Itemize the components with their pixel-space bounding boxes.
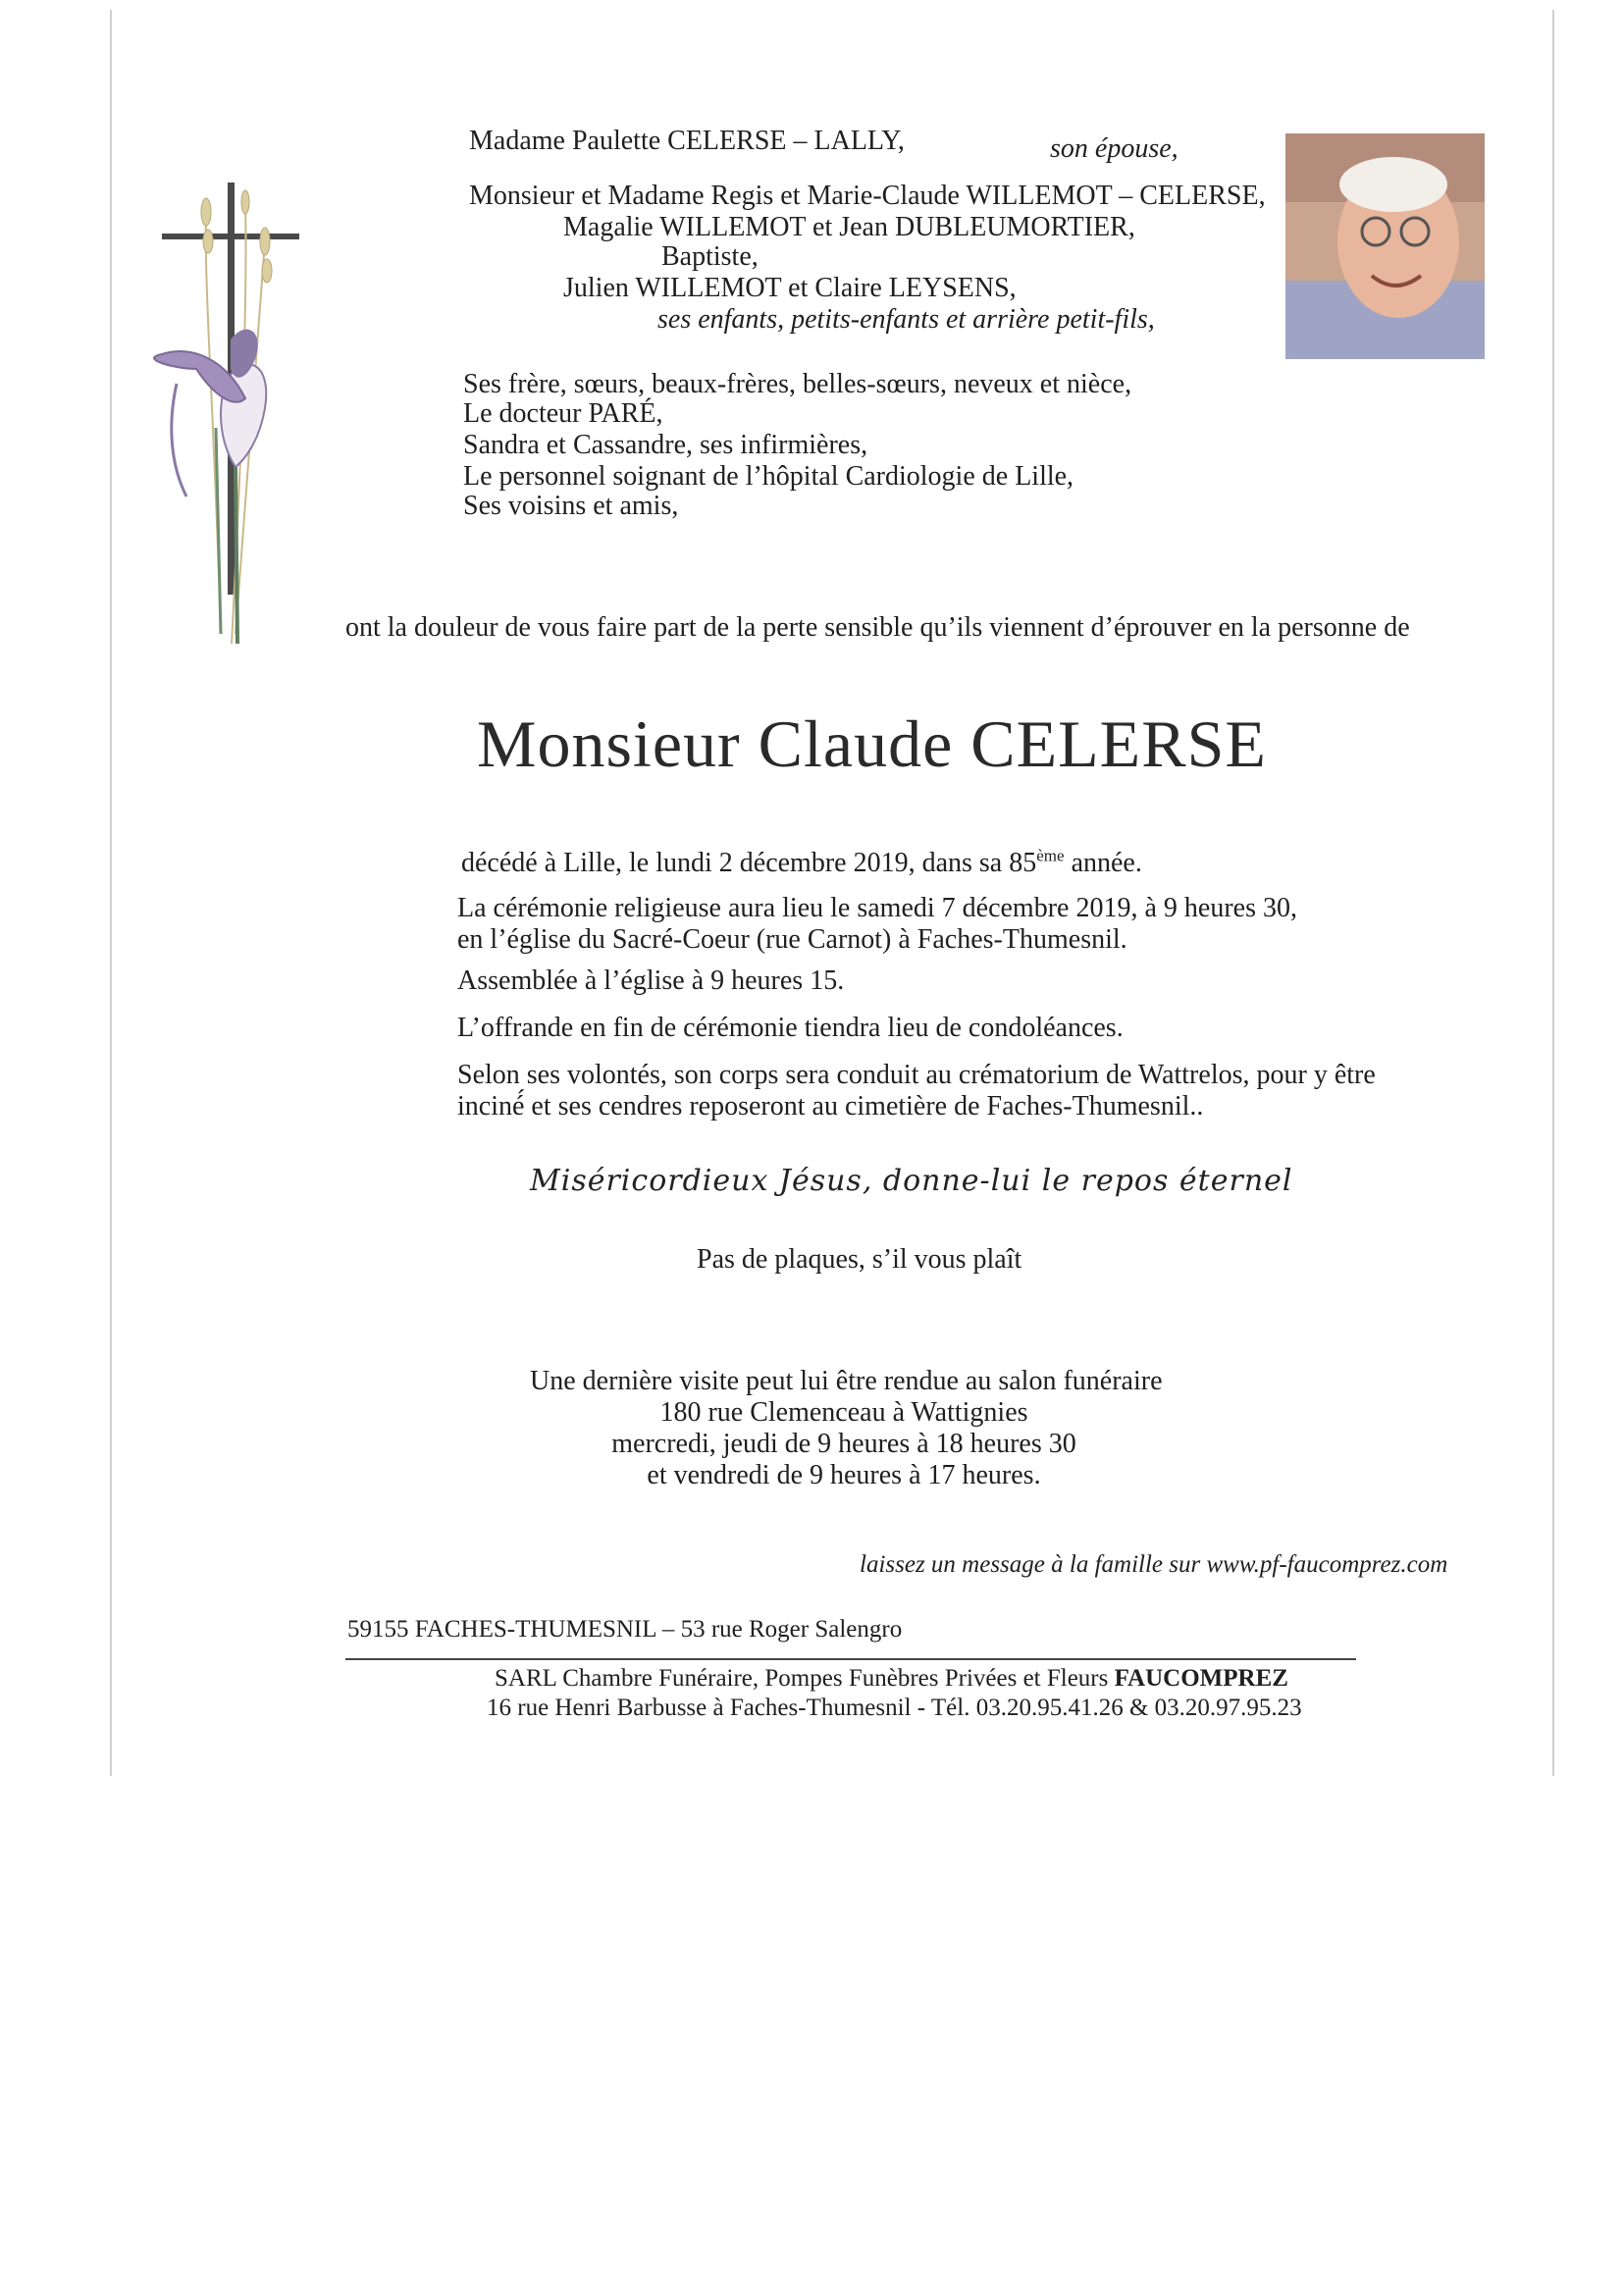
death-line-text: décédé à Lille, le lundi 2 décembre 2019, dans sa 85 xyxy=(461,848,1037,878)
spouse-name: Madame Paulette CELERSE – LALLY, xyxy=(469,126,905,156)
others-line-1: Ses frère, sœurs, beaux-frères, belles-sœurs, neveux et nièce, xyxy=(463,369,1132,399)
wishes-line-2: inciné́ et ses cendres reposeront au cimetière de Faches-Thumesnil.. xyxy=(457,1091,1204,1122)
footer-company xyxy=(495,1664,1288,1694)
calla-lily-icon xyxy=(154,330,266,644)
ceremony-line-2: en l’église du Sacré-Coeur (rue Carnot) à Faches-Thumesnil. xyxy=(457,924,1127,955)
ceremony-line-1: La cérémonie religieuse aura lieu le samedi 7 décembre 2019, à 9 heures 30, xyxy=(457,893,1297,923)
footer-contact: 16 rue Henri Barbusse à Faches-Thumesnil - Tél. 03.20.95.41.26 & 03.20.97.95.23 xyxy=(487,1695,1302,1721)
no-plaques: Pas de plaques, s’il vous plaît xyxy=(697,1244,1022,1275)
visit-line-4: et vendredi de 9 heures à 17 heures. xyxy=(647,1460,1041,1490)
scan-edge-left xyxy=(110,10,112,1776)
prayer-line: Miséricordieux Jésus, donne-lui le repos éternel xyxy=(530,1164,1293,1198)
death-line-end: année. xyxy=(1064,848,1142,878)
spouse-role: son épouse, xyxy=(1050,133,1178,164)
death-line xyxy=(461,848,1142,879)
footer-company-prefix: SARL Chambre Funéraire, Pompes Funèbres Privées et Fleurs xyxy=(495,1665,1115,1692)
wishes-line-1: Selon ses volontés, son corps sera conduit au crématorium de Wattrelos, pour y être xyxy=(457,1060,1376,1090)
assembly-line: Assemblée à l’église à 9 heures 15. xyxy=(457,965,845,996)
children-line-3: Baptiste, xyxy=(661,241,759,272)
others-line-5: Ses voisins et amis, xyxy=(463,491,679,521)
others-line-4: Le personnel soignant de l’hôpital Cardiologie de Lille, xyxy=(463,461,1074,492)
footer-company-name: FAUCOMPREZ xyxy=(1114,1665,1288,1692)
announcement: ont la douleur de vous faire part de la perte sensible qu’ils viennent d’éprouver en la personne de xyxy=(345,612,1410,643)
visit-line-3: mercredi, jeudi de 9 heures à 18 heures 30 xyxy=(611,1429,1076,1459)
children-line-1: Monsieur et Madame Regis et Marie-Claude WILLEMOT – CELERSE, xyxy=(469,181,1266,211)
others-line-2: Le docteur PARÉ, xyxy=(463,398,663,429)
cross-lily-decoration xyxy=(137,173,334,683)
others-line-3: Sandra et Cassandre, ses infirmières, xyxy=(463,430,868,460)
children-line-2: Magalie WILLEMOT et Jean DUBLEUMORTIER, xyxy=(563,212,1135,242)
footer-rule xyxy=(345,1658,1356,1660)
deceased-name: Monsieur Claude CELERSE xyxy=(477,706,1267,781)
visit-line-2: 180 rue Clemenceau à Wattignies xyxy=(659,1397,1028,1428)
portrait-photo xyxy=(1285,133,1485,359)
scan-edge-right xyxy=(1552,10,1554,1776)
children-line-4: Julien WILLEMOT et Claire LEYSENS, xyxy=(563,273,1017,303)
offering-line: L’offrande en fin de cérémonie tiendra lieu de condoléances. xyxy=(457,1013,1124,1043)
visit-line-1: Une dernière visite peut lui être rendue au salon funéraire xyxy=(530,1366,1163,1396)
footer-address: 59155 FACHES-THUMESNIL – 53 rue Roger Salengro xyxy=(347,1616,903,1643)
website-line: laissez un message à la famille sur www.pf-faucomprez.com xyxy=(860,1551,1448,1578)
children-role: ses enfants, petits-enfants et arrière petit-fils, xyxy=(657,304,1155,335)
death-line-sup: ème xyxy=(1036,846,1065,865)
